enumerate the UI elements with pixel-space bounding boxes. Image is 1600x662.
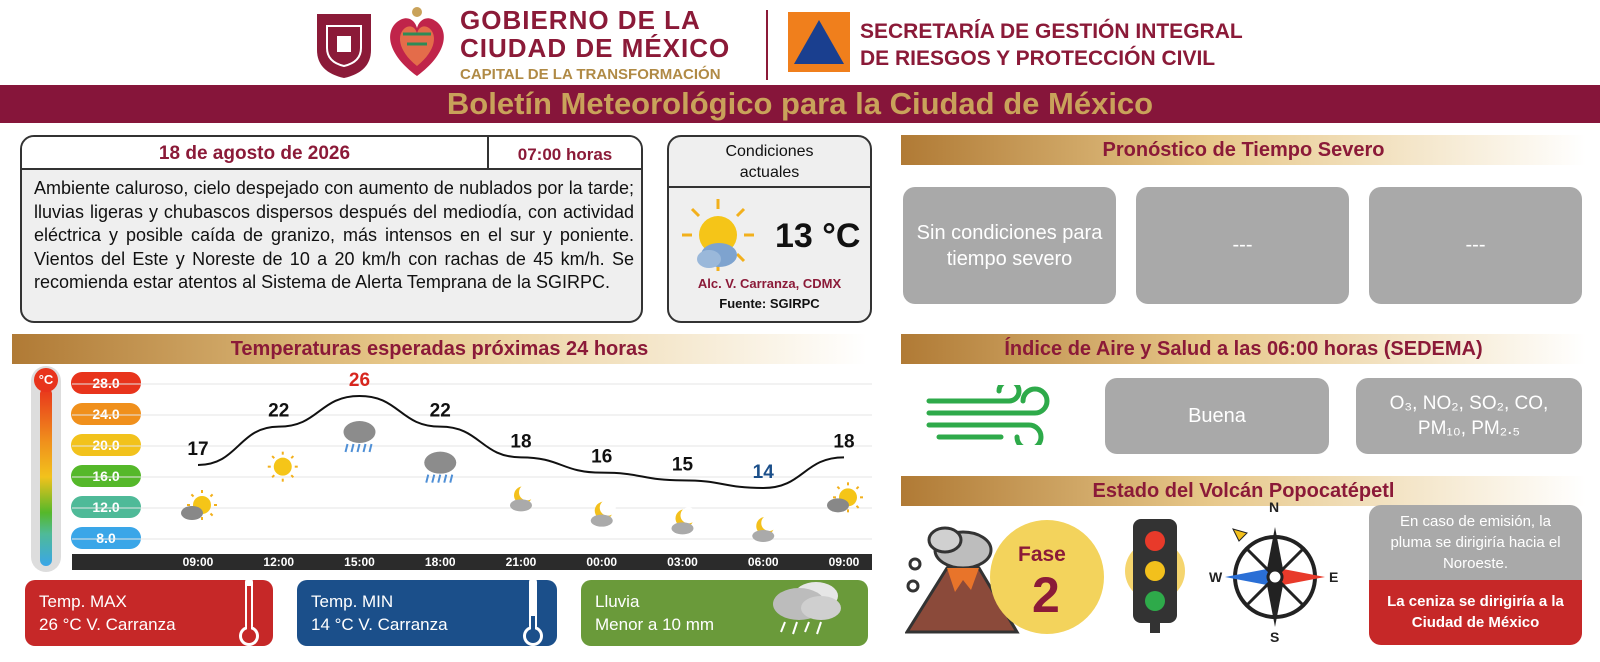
time-tick-label: 12:00 <box>263 555 295 569</box>
temp-min-label: Temp. MIN <box>311 592 394 611</box>
plume-text: En caso de emisión, la pluma se dirigiría hacia el Noroeste. <box>1369 505 1582 580</box>
severe-box-1: Sin condiciones para tiempo severo <box>903 187 1116 304</box>
compass-icon <box>1209 499 1339 645</box>
scale-pill: 12.0 <box>71 496 141 518</box>
scale-pill: 28.0 <box>71 372 141 394</box>
temperature-value-label: 18 <box>510 431 532 453</box>
temperature-value-label: 18 <box>833 431 855 453</box>
volcano-section-title: Estado del Volcán Popocatépetl <box>901 476 1586 506</box>
air-section-title: Índice de Aire y Salud a las 06:00 horas (SEDEMA) <box>901 334 1586 364</box>
sun-cloud-icon <box>675 195 761 275</box>
temp-max-label: Temp. MAX <box>39 592 127 611</box>
plume-box <box>1369 505 1582 645</box>
compass-west: W <box>1209 569 1223 585</box>
ash-text: La ceniza se dirigiría a la Ciudad de México <box>1369 580 1582 645</box>
compass-east: E <box>1329 569 1339 585</box>
time-tick-label: 00:00 <box>586 555 618 569</box>
pollutants-line1: O₃, NO₂, SO₂, CO, <box>1389 393 1549 414</box>
traffic-light-icon <box>1120 515 1190 635</box>
time-tick-label: 21:00 <box>505 555 537 569</box>
air-quality-box: Buena <box>1105 378 1329 454</box>
compass-south: S <box>1270 629 1280 645</box>
time-tick-label: 18:00 <box>424 555 456 569</box>
civil-protection-logo <box>788 12 850 72</box>
wind-icon <box>925 385 1065 445</box>
compass-north: N <box>1269 499 1280 515</box>
time-tick-label: 09:00 <box>828 555 860 569</box>
secretariat-title: SECRETARÍA DE GESTIÓN INTEGRAL DE RIESGOS Y PROTECCIÓN CIVIL <box>860 20 1243 70</box>
scale-pill: 8.0 <box>71 527 141 549</box>
severe-section-title: Pronóstico de Tiempo Severo <box>901 135 1586 165</box>
severe-box-2: --- <box>1136 187 1349 304</box>
temperature-value-label: 17 <box>187 439 209 460</box>
scale-pill: 20.0 <box>71 434 141 456</box>
temperature-value-label: 26 <box>348 370 371 391</box>
current-header-divider <box>669 186 870 188</box>
temp-min-card <box>297 580 557 646</box>
page-title: Boletín Meteorológico para la Ciudad de México <box>0 85 1600 123</box>
pollutants-box <box>1356 378 1582 454</box>
thermometer-bar <box>31 366 61 572</box>
phase-label: Fase <box>1018 543 1066 566</box>
scale-pill: 16.0 <box>71 465 141 487</box>
time-tick-label: 15:00 <box>344 555 375 569</box>
scale-pill: 24.0 <box>71 403 141 425</box>
time-tick-label: 03:00 <box>667 555 698 569</box>
temperature-value-label: 22 <box>268 400 290 422</box>
current-conditions-box <box>667 135 872 323</box>
sun-cloud-icon <box>181 490 217 520</box>
current-source: Fuente: SGIRPC <box>719 296 820 311</box>
temp-max-value: 26 °C V. Carranza <box>39 615 176 634</box>
cdmx-shield-logo <box>313 10 375 80</box>
moon-cloud-icon <box>510 484 535 511</box>
thermometer-hot-icon <box>237 576 261 654</box>
bulletin-box <box>20 135 643 323</box>
thermometer-cold-icon <box>521 576 545 654</box>
thermometer-unit: °C <box>34 368 58 392</box>
bulletin-text: Ambiente caluroso, cielo despejado con aumento de nublados por la tarde; lluvias ligeras y chubascos dispersos después del mediodía, con actividad eléctrica y posible caída de granizo, más intensos en el sur y poniente. Vientos del Este y Noreste de 10 a 20 km/h con rachas de 45 km/h. Se recomienda estar atentos al Sistema de Alerta Temprana de la SGIRPC. <box>34 178 634 293</box>
phase-number: 2 <box>1032 567 1060 623</box>
temperature-value-label: 16 <box>591 446 613 468</box>
rain-value: Menor a 10 mm <box>595 615 715 634</box>
severe-box-3: --- <box>1369 187 1582 304</box>
moon-cloud-icon <box>672 507 697 534</box>
temp-max-card <box>25 580 273 646</box>
temperature-value-label: 22 <box>429 400 451 422</box>
gov-subtitle: CAPITAL DE LA TRANSFORMACIÓN <box>460 66 721 83</box>
temps-section-title: Temperaturas esperadas próximas 24 horas <box>12 334 867 364</box>
sun-cloud-icon <box>827 482 863 512</box>
rain-cloud-icon <box>761 578 851 646</box>
current-temp: 13 °C <box>775 217 861 255</box>
cdmx-heart-logo <box>383 4 451 80</box>
bulletin-date: 18 de agosto de 2026 <box>158 143 351 164</box>
rain-card <box>581 580 868 646</box>
header-divider <box>766 10 768 80</box>
temp-min-value: 14 °C V. Carranza <box>311 615 448 634</box>
time-tick-label: 06:00 <box>747 555 779 569</box>
rain-cloud-icon <box>344 421 376 452</box>
temperature-value-label: 15 <box>671 454 694 476</box>
gov-title: GOBIERNO DE LA CIUDAD DE MÉXICO <box>460 5 731 63</box>
temperature-chart <box>72 370 872 570</box>
current-location: Alc. V. Carranza, CDMX <box>697 276 842 291</box>
rain-label: Lluvia <box>595 592 640 611</box>
moon-cloud-icon <box>752 515 777 542</box>
current-title: Condiciones actuales <box>725 143 814 181</box>
moon-cloud-icon <box>591 500 616 527</box>
rain-cloud-icon <box>424 452 456 483</box>
temperature-value-label: 14 <box>752 462 774 483</box>
time-tick-label: 09:00 <box>182 555 214 569</box>
bulletin-time: 07:00 horas <box>517 145 613 164</box>
pollutants-line2: PM₁₀, PM₂.₅ <box>1417 418 1521 439</box>
